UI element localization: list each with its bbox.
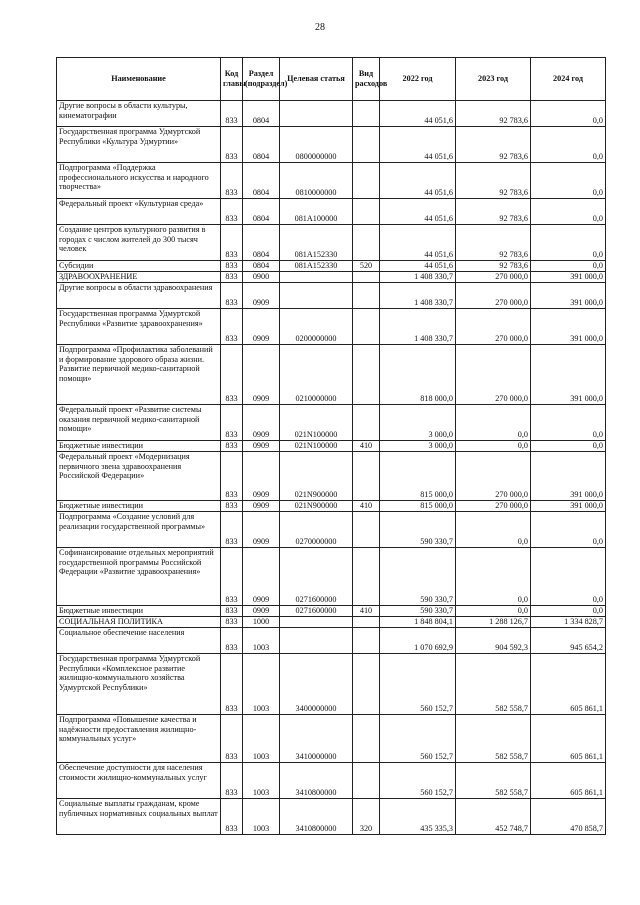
cell-vr: 410: [353, 606, 380, 617]
cell-2022: 590 330,7: [380, 512, 456, 548]
cell-gla: 833: [221, 405, 243, 441]
cell-2022: 1 848 804,1: [380, 617, 456, 628]
cell-2023: 92 783,6: [456, 261, 531, 272]
cell-2024: 470 858,7: [531, 799, 606, 835]
cell-gla: 833: [221, 606, 243, 617]
cell-razdel: 0804: [243, 261, 280, 272]
cell-name: Государственная программа Удмуртской Республики «Культура Удмуртии»: [57, 127, 221, 163]
cell-gla: 833: [221, 799, 243, 835]
cell-gla: 833: [221, 763, 243, 799]
cell-name: Подпрограмма «Создание условий для реализации государственной программы»: [57, 512, 221, 548]
cell-name: Обеспечение доступности для населения стоимости жилищно-коммунальных услуг: [57, 763, 221, 799]
cell-name: Федеральный проект «Развитие системы оказания первичной медико-санитарной помощи»: [57, 405, 221, 441]
cell-razdel: 1003: [243, 628, 280, 654]
cell-2024: 0,0: [531, 199, 606, 225]
cell-name: СОЦИАЛЬНАЯ ПОЛИТИКА: [57, 617, 221, 628]
cell-gla: 833: [221, 163, 243, 199]
cell-2022: 435 335,3: [380, 799, 456, 835]
cell-razdel: 0909: [243, 606, 280, 617]
table-row: [57, 501, 606, 512]
cell-2022: 1 408 330,7: [380, 283, 456, 309]
table-row: [57, 799, 606, 835]
cell-name: Бюджетные инвестиции: [57, 441, 221, 452]
cell-2024: 391 000,0: [531, 272, 606, 283]
table-row: [57, 628, 606, 654]
cell-2023: 270 000,0: [456, 501, 531, 512]
cell-cs: 021N900000: [280, 501, 353, 512]
cell-vr: [353, 345, 380, 405]
cell-name: Другие вопросы в области здравоохранения: [57, 283, 221, 309]
table-row: [57, 272, 606, 283]
cell-cs: [280, 101, 353, 127]
cell-vr: [353, 548, 380, 606]
cell-2024: 391 000,0: [531, 283, 606, 309]
table-row: [57, 405, 606, 441]
cell-gla: 833: [221, 617, 243, 628]
cell-vr: [353, 283, 380, 309]
table-row: [57, 225, 606, 261]
header-cs: Целевая статья: [280, 58, 353, 101]
cell-name: Подпрограмма «Поддержка профессионального искусства и народного творчества»: [57, 163, 221, 199]
cell-gla: 833: [221, 441, 243, 452]
table-row: [57, 309, 606, 345]
cell-razdel: 0909: [243, 345, 280, 405]
cell-vr: [353, 225, 380, 261]
table-row: [57, 512, 606, 548]
cell-cs: 3410000000: [280, 715, 353, 763]
cell-2023: 92 783,6: [456, 163, 531, 199]
table-row: [57, 452, 606, 501]
cell-2023: 92 783,6: [456, 225, 531, 261]
cell-2022: 44 051,6: [380, 199, 456, 225]
cell-2023: 0,0: [456, 441, 531, 452]
cell-vr: [353, 127, 380, 163]
cell-razdel: 0909: [243, 283, 280, 309]
cell-2023: 582 558,7: [456, 715, 531, 763]
cell-name: Государственная программа Удмуртской Республики «Комплексное развитие жилищно-коммунального хозяйства Удмуртской Республики»: [57, 654, 221, 715]
cell-cs: 021N100000: [280, 441, 353, 452]
cell-2024: 0,0: [531, 512, 606, 548]
cell-vr: 410: [353, 501, 380, 512]
cell-2022: 3 000,0: [380, 441, 456, 452]
cell-razdel: 1003: [243, 654, 280, 715]
cell-gla: 833: [221, 628, 243, 654]
cell-2022: 44 051,6: [380, 163, 456, 199]
cell-2023: 1 288 126,7: [456, 617, 531, 628]
table-row: [57, 548, 606, 606]
cell-cs: [280, 617, 353, 628]
cell-cs: 081A152330: [280, 225, 353, 261]
cell-razdel: 0804: [243, 127, 280, 163]
cell-gla: 833: [221, 715, 243, 763]
cell-gla: 833: [221, 309, 243, 345]
cell-cs: 021N100000: [280, 405, 353, 441]
cell-vr: [353, 763, 380, 799]
header-vr: Вид расходов: [353, 58, 380, 101]
cell-razdel: 0909: [243, 452, 280, 501]
cell-2022: 818 000,0: [380, 345, 456, 405]
cell-gla: 833: [221, 501, 243, 512]
cell-2023: 452 748,7: [456, 799, 531, 835]
cell-razdel: 0909: [243, 501, 280, 512]
cell-2023: 0,0: [456, 606, 531, 617]
cell-2023: 270 000,0: [456, 452, 531, 501]
cell-razdel: 1003: [243, 799, 280, 835]
cell-name: Бюджетные инвестиции: [57, 606, 221, 617]
cell-vr: [353, 654, 380, 715]
cell-name: Социальные выплаты гражданам, кроме публичных нормативных социальных выплат: [57, 799, 221, 835]
cell-gla: 833: [221, 261, 243, 272]
cell-2023: 582 558,7: [456, 654, 531, 715]
cell-razdel: 0804: [243, 199, 280, 225]
cell-2023: 270 000,0: [456, 283, 531, 309]
cell-2022: 560 152,7: [380, 715, 456, 763]
cell-name: Софинансирование отдельных мероприятий государственной программы Российской Федерации «Развитие здравоохранения»: [57, 548, 221, 606]
table-row: [57, 617, 606, 628]
cell-2024: 0,0: [531, 441, 606, 452]
table-header-row: [57, 58, 606, 101]
cell-2022: 560 152,7: [380, 763, 456, 799]
cell-vr: [353, 309, 380, 345]
cell-2024: 0,0: [531, 225, 606, 261]
cell-gla: 833: [221, 127, 243, 163]
cell-2023: 92 783,6: [456, 127, 531, 163]
cell-2024: 391 000,0: [531, 309, 606, 345]
cell-2023: 582 558,7: [456, 763, 531, 799]
cell-name: Подпрограмма «Профилактика заболеваний и формирование здорового образа жизни. Развитие первичной медико-санитарной помощи»: [57, 345, 221, 405]
cell-name: Социальное обеспечение населения: [57, 628, 221, 654]
cell-2024: 391 000,0: [531, 452, 606, 501]
table-row: [57, 199, 606, 225]
cell-vr: 410: [353, 441, 380, 452]
cell-2024: 605 861,1: [531, 654, 606, 715]
cell-cs: 0271600000: [280, 548, 353, 606]
budget-table: [56, 57, 606, 835]
cell-cs: 081A152330: [280, 261, 353, 272]
header-2024: 2024 год: [531, 58, 606, 101]
table-row: [57, 101, 606, 127]
cell-2023: 270 000,0: [456, 309, 531, 345]
cell-2022: 44 051,6: [380, 261, 456, 272]
cell-razdel: 0909: [243, 309, 280, 345]
cell-2022: 44 051,6: [380, 127, 456, 163]
cell-2023: 92 783,6: [456, 199, 531, 225]
cell-name: Другие вопросы в области культуры, кинематографии: [57, 101, 221, 127]
cell-name: Создание центров культурного развития в городах с числом жителей до 300 тысяч человек: [57, 225, 221, 261]
cell-2024: 0,0: [531, 127, 606, 163]
cell-gla: 833: [221, 225, 243, 261]
cell-2023: 0,0: [456, 405, 531, 441]
cell-cs: 0210000000: [280, 345, 353, 405]
cell-razdel: 0909: [243, 441, 280, 452]
cell-2023: 0,0: [456, 512, 531, 548]
cell-razdel: 0804: [243, 101, 280, 127]
cell-vr: [353, 512, 380, 548]
cell-name: Бюджетные инвестиции: [57, 501, 221, 512]
cell-name: Федеральный проект «Модернизация первичного звена здравоохранения Российской Федерации»: [57, 452, 221, 501]
cell-2022: 815 000,0: [380, 452, 456, 501]
table-row: [57, 441, 606, 452]
cell-razdel: 0909: [243, 512, 280, 548]
cell-name: Субсидии: [57, 261, 221, 272]
cell-cs: 0271600000: [280, 606, 353, 617]
cell-razdel: 0900: [243, 272, 280, 283]
cell-2024: 0,0: [531, 548, 606, 606]
cell-cs: 021N900000: [280, 452, 353, 501]
cell-name: Федеральный проект «Культурная среда»: [57, 199, 221, 225]
cell-2024: 391 000,0: [531, 345, 606, 405]
cell-cs: 0810000000: [280, 163, 353, 199]
cell-gla: 833: [221, 272, 243, 283]
cell-2024: 945 654,2: [531, 628, 606, 654]
cell-gla: 833: [221, 283, 243, 309]
cell-2023: 92 783,6: [456, 101, 531, 127]
cell-2022: 590 330,7: [380, 548, 456, 606]
cell-vr: [353, 199, 380, 225]
cell-razdel: 0909: [243, 548, 280, 606]
table-row: [57, 654, 606, 715]
header-razdel: Раздел (подраздел): [243, 58, 280, 101]
table-row: [57, 163, 606, 199]
cell-2022: 44 051,6: [380, 225, 456, 261]
cell-razdel: 1003: [243, 715, 280, 763]
cell-cs: 081A100000: [280, 199, 353, 225]
table-row: [57, 261, 606, 272]
cell-2022: 1 070 692,9: [380, 628, 456, 654]
cell-razdel: 1000: [243, 617, 280, 628]
cell-gla: 833: [221, 452, 243, 501]
cell-vr: [353, 452, 380, 501]
cell-cs: 0270000000: [280, 512, 353, 548]
cell-vr: [353, 405, 380, 441]
cell-cs: 3400000000: [280, 654, 353, 715]
cell-vr: [353, 163, 380, 199]
cell-2023: 904 592,3: [456, 628, 531, 654]
cell-cs: 0200000000: [280, 309, 353, 345]
cell-vr: 520: [353, 261, 380, 272]
table-row: [57, 606, 606, 617]
cell-2022: 1 408 330,7: [380, 272, 456, 283]
cell-2024: 1 334 828,7: [531, 617, 606, 628]
cell-vr: 320: [353, 799, 380, 835]
cell-razdel: 1003: [243, 763, 280, 799]
cell-vr: [353, 101, 380, 127]
cell-name: Подпрограмма «Повышение качества и надёжности предоставления жилищно-коммунальных услуг»: [57, 715, 221, 763]
cell-2023: 270 000,0: [456, 272, 531, 283]
header-gla: Код главы: [221, 58, 243, 101]
cell-2023: 0,0: [456, 548, 531, 606]
cell-name: Государственная программа Удмуртской Республики «Развитие здравоохранения»: [57, 309, 221, 345]
cell-cs: 3410800000: [280, 763, 353, 799]
cell-gla: 833: [221, 654, 243, 715]
cell-cs: [280, 272, 353, 283]
cell-cs: 0800000000: [280, 127, 353, 163]
cell-razdel: 0804: [243, 225, 280, 261]
table-row: [57, 127, 606, 163]
cell-2024: 0,0: [531, 163, 606, 199]
cell-2022: 560 152,7: [380, 654, 456, 715]
cell-2024: 0,0: [531, 101, 606, 127]
page-number: 28: [315, 22, 325, 33]
cell-cs: 3410800000: [280, 799, 353, 835]
header-2022: 2022 год: [380, 58, 456, 101]
cell-vr: [353, 715, 380, 763]
header-2023: 2023 год: [456, 58, 531, 101]
cell-2022: 815 000,0: [380, 501, 456, 512]
cell-vr: [353, 617, 380, 628]
cell-cs: [280, 628, 353, 654]
cell-2024: 605 861,1: [531, 763, 606, 799]
cell-2024: 605 861,1: [531, 715, 606, 763]
cell-razdel: 0804: [243, 163, 280, 199]
cell-name: ЗДРАВООХРАНЕНИЕ: [57, 272, 221, 283]
cell-gla: 833: [221, 345, 243, 405]
table-row: [57, 715, 606, 763]
cell-gla: 833: [221, 199, 243, 225]
cell-2022: 3 000,0: [380, 405, 456, 441]
cell-razdel: 0909: [243, 405, 280, 441]
header-name: Наименование: [57, 58, 221, 101]
table-row: [57, 763, 606, 799]
cell-vr: [353, 272, 380, 283]
cell-2022: 44 051,6: [380, 101, 456, 127]
cell-gla: 833: [221, 548, 243, 606]
cell-cs: [280, 283, 353, 309]
cell-2023: 270 000,0: [456, 345, 531, 405]
cell-vr: [353, 628, 380, 654]
cell-2024: 0,0: [531, 261, 606, 272]
cell-2022: 590 330,7: [380, 606, 456, 617]
table-row: [57, 345, 606, 405]
cell-2024: 391 000,0: [531, 501, 606, 512]
cell-2024: 0,0: [531, 405, 606, 441]
cell-gla: 833: [221, 101, 243, 127]
cell-2022: 1 408 330,7: [380, 309, 456, 345]
table-row: [57, 283, 606, 309]
cell-gla: 833: [221, 512, 243, 548]
cell-2024: 0,0: [531, 606, 606, 617]
